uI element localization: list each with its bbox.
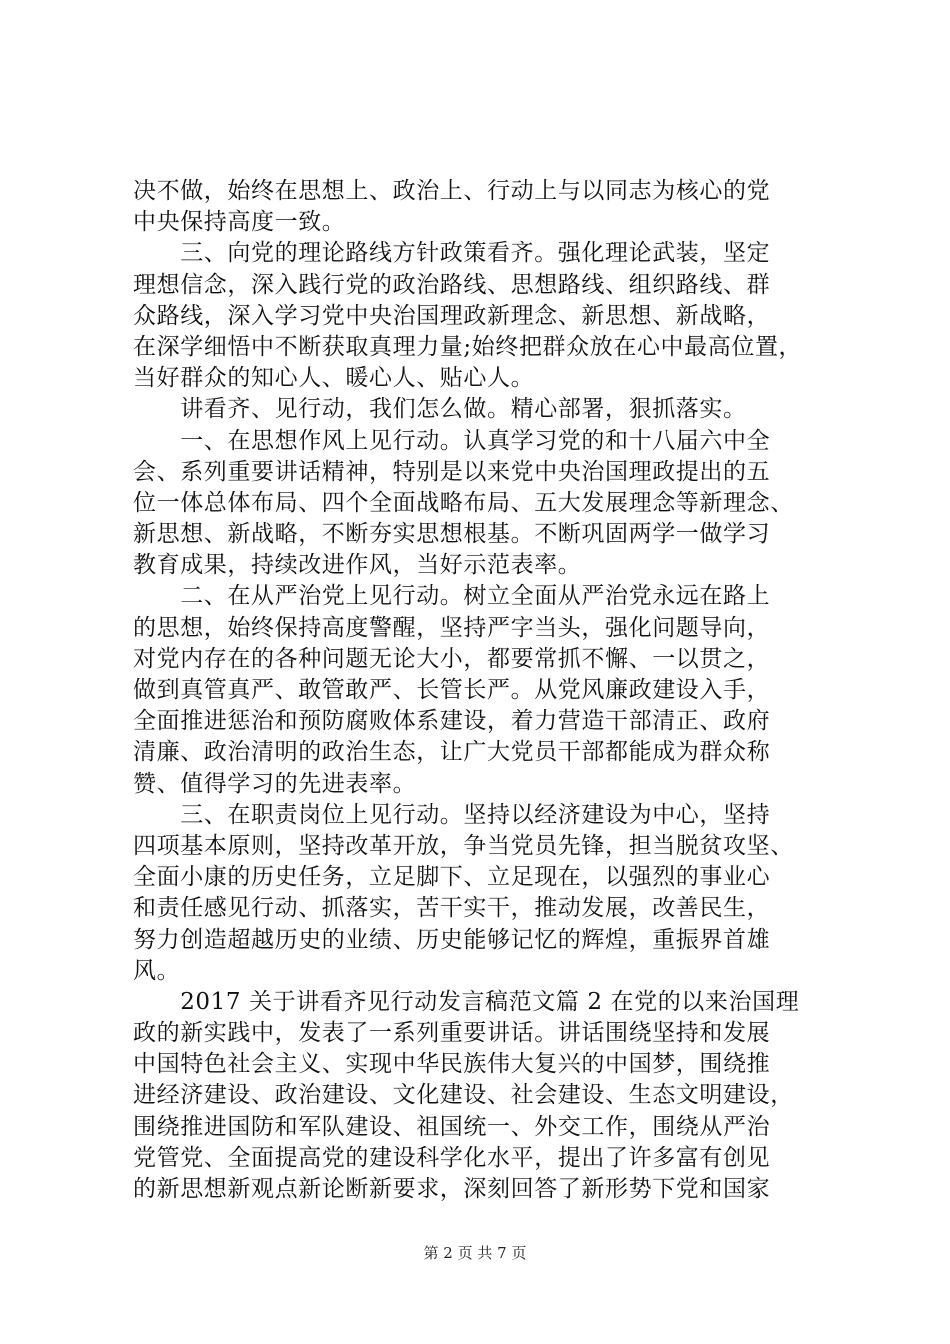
text-line: 教育成果，持续改进作风，当好示范表率。 — [133, 552, 582, 579]
text-line: 风。 — [133, 957, 181, 984]
page-number-footer: 第 2 页 共 7 页 — [423, 1244, 527, 1262]
text-line: 在深学细悟中不断获取真理力量;始终把群众放在心中最高位置， — [133, 333, 803, 360]
text-line: 一、在思想作风上见行动。认真学习党的和十八届六中全 — [133, 427, 771, 454]
text-line: 会、系列重要讲话精神，特别是以来党中央治国理政提出的五 — [133, 458, 771, 485]
text-line: 赞、值得学习的先进表率。 — [133, 770, 417, 797]
text-line: 二、在从严治党上见行动。树立全面从严治党永远在路上 — [133, 583, 771, 610]
text-line: 政的新实践中，发表了一系列重要讲话。讲话围绕坚持和发展 — [133, 1020, 771, 1047]
text-line: 对党内存在的各种问题无论大小，都要常抓不懈、一以贯之， — [133, 645, 771, 672]
text-line: 做到真管真严、敢管敢严、长管长严。从党风廉政建设入手， — [133, 677, 771, 703]
text-line: 讲看齐、见行动，我们怎么做。精心部署，狠抓落实。 — [133, 396, 747, 423]
text-line: 全面推进惩治和预防腐败体系建设，着力营造干部清正、政府 — [133, 708, 771, 735]
text-line: 中央保持高度一致。 — [133, 209, 346, 236]
text-line: 的新思想新观点新论断新要求，深刻回答了新形势下党和国家 — [133, 1176, 771, 1202]
text-line: 理想信念，深入践行党的政治路线、思想路线、组织路线、群 — [133, 271, 771, 298]
text-line: 中国特色社会主义、实现中华民族伟大复兴的中国梦，围绕推 — [133, 1051, 771, 1078]
text-line: 三、向党的理论路线方针政策看齐。强化理论武装，坚定 — [133, 240, 771, 267]
text-line: 四项基本原则，坚持改革开放，争当党员先锋，担当脱贫攻坚、 — [133, 832, 794, 859]
text-line: 决不做，始终在思想上、政治上、行动上与以同志为核心的党 — [133, 178, 771, 204]
text-line: 努力创造超越历史的业绩、历史能够记忆的辉煌，重振界首雄 — [133, 926, 771, 953]
text-line: 新思想、新战略，不断夯实思想根基。不断巩固两学一做学习 — [133, 521, 771, 548]
text-line: 当好群众的知心人、暖心人、贴心人。 — [133, 365, 535, 392]
text-line: 清廉、政治清明的政治生态，让广大党员干部都能成为群众称 — [133, 739, 771, 766]
text-line: 位一体总体布局、四个全面战略布局、五大发展理念等新理念、 — [133, 489, 794, 516]
text-line: 三、在职责岗位上见行动。坚持以经济建设为中心，坚持 — [133, 801, 771, 828]
text-line: 党管党、全面提高党的建设科学化水平，提出了许多富有创见 — [133, 1144, 771, 1171]
text-line: 进经济建设、政治建设、文化建设、社会建设、生态文明建设， — [133, 1082, 794, 1109]
document-body — [133, 176, 833, 1205]
text-line: 围绕推进国防和军队建设、祖国统一、外交工作，围绕从严治 — [133, 1113, 771, 1140]
text-line: 的思想，始终保持高度警醒，坚持严字当头，强化问题导向， — [133, 614, 771, 641]
text-line: 2017 关于讲看齐见行动发言稿范文篇 2 在党的以来治国理 — [133, 988, 800, 1015]
text-line: 和责任感见行动、抓落实，苦干实干，推动发展，改善民生， — [133, 895, 771, 922]
text-line: 众路线，深入学习党中央治国理政新理念、新思想、新战略， — [133, 302, 771, 329]
text-line: 全面小康的历史任务，立足脚下、立足现在，以强烈的事业心 — [133, 864, 771, 891]
